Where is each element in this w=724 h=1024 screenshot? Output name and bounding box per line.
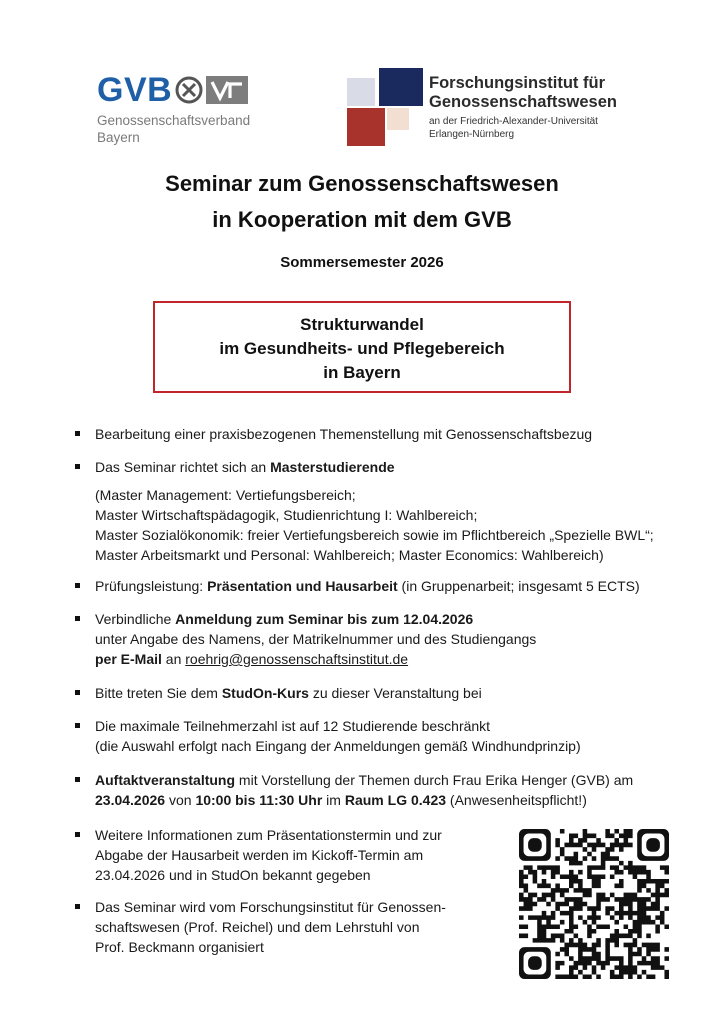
qr-code-icon[interactable] xyxy=(519,829,669,979)
qr-finder-pattern xyxy=(519,829,551,861)
bullet-marker xyxy=(75,464,80,469)
bullet-marker xyxy=(75,723,80,728)
topic-line3: in Bayern xyxy=(323,363,401,382)
seminar-title-line2: in Kooperation mit dem GVB xyxy=(212,207,512,232)
seminar-title-line1: Seminar zum Genossenschaftswesen xyxy=(165,171,559,196)
institute-subtitle: an der Friedrich-Alexander-Universität Erlangen-Nürnberg xyxy=(429,116,598,140)
email-link[interactable]: roehrig@genossenschaftsinstitut.de xyxy=(185,651,409,667)
bullet-marker xyxy=(75,431,80,436)
programs-detail: (Master Management: Vertiefungsbereich; Master Wirtschaftspädagogik, Studienrichtung I: Wahlbereich; Master Sozialökonomik: freier Vertiefungsbereich sowie im Pflichtbereich „Spezielle BWL“; Master Arbeitsmarkt und Personal: Wahlbereich; Master Economics: Wahlbereich) xyxy=(95,487,654,563)
bullet-marker xyxy=(75,616,80,621)
gvb-subtitle: Genossenschaftsverband Bayern xyxy=(97,113,251,145)
gvb-vr-icon xyxy=(206,76,248,104)
bullet-marker xyxy=(75,690,80,695)
semester-label: Sommersemester 2026 xyxy=(280,254,444,271)
topic-line1: Strukturwandel xyxy=(300,315,424,334)
gvb-cross-icon xyxy=(175,76,203,104)
qr-finder-pattern xyxy=(637,829,669,861)
topic-line2: im Gesundheits- und Pflegebereich xyxy=(219,339,505,358)
bullet-marker xyxy=(75,904,80,909)
institute-title: Forschungsinstitut für Genossenschaftswesen xyxy=(429,74,617,111)
gvb-logo xyxy=(97,72,257,152)
institute-logo xyxy=(345,68,645,148)
gvb-wordmark: GVB xyxy=(97,71,173,109)
bullet-marker xyxy=(75,583,80,588)
bullet-marker xyxy=(75,777,80,782)
topic-box xyxy=(153,301,571,393)
qr-finder-pattern xyxy=(519,947,551,979)
bullet-marker xyxy=(75,832,80,837)
institute-blocks-icon xyxy=(345,68,425,148)
